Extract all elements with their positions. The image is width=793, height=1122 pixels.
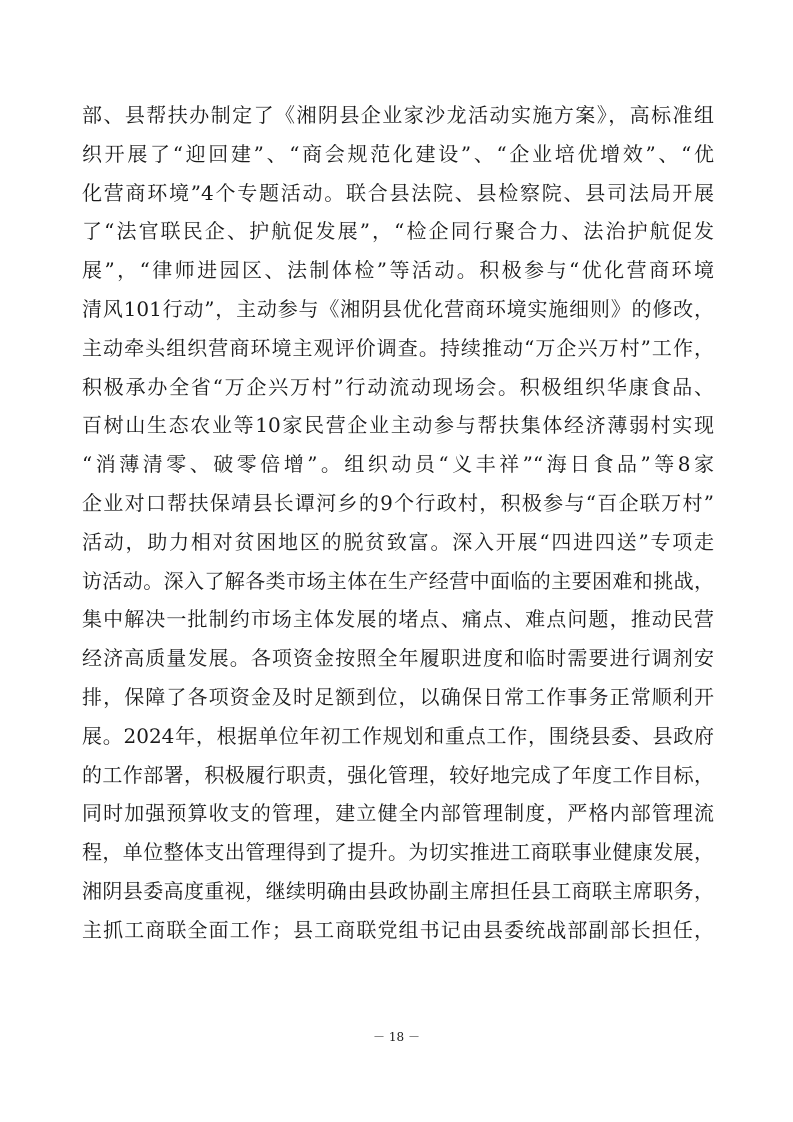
body-paragraph [82, 96, 714, 950]
page-number: － 18 － [373, 1030, 420, 1044]
text-line: 的工作部署，积极履行职责，强化管理，较好地完成了年度工作目标， [82, 762, 714, 787]
text-line: 企业对口帮扶保靖县长谭河乡的9个行政村，积极参与“百企联万村” [82, 490, 714, 515]
text-line: 主抓工商联全面工作；县工商联党组书记由县委统战部副部长担任， [82, 917, 714, 942]
text-line: 主动牵头组织营商环境主观评价调查。持续推动“万企兴万村”工作， [82, 335, 714, 360]
text-line: 湘阴县委高度重视，继续明确由县政协副主席担任县工商联主席职务， [82, 878, 714, 903]
text-line: “消薄清零、破零倍增”。组织动员“义丰祥”“海日食品”等8家 [82, 452, 714, 477]
text-line: 展”，“律师进园区、法制体检”等活动。积极参与“优化营商环境 [82, 258, 714, 283]
text-line: 活动，助力相对贫困地区的脱贫致富。深入开展“四进四送”专项走 [82, 529, 714, 554]
text-line: 积极承办全省“万企兴万村”行动流动现场会。积极组织华康食品、 [82, 374, 714, 399]
text-line: 排，保障了各项资金及时足额到位，以确保日常工作事务正常顺利开 [82, 684, 714, 709]
text-line: 同时加强预算收支的管理，建立健全内部管理制度，严格内部管理流 [82, 801, 714, 826]
text-line: 部、县帮扶办制定了《湘阴县企业家沙龙活动实施方案》，高标准组 [82, 103, 714, 127]
text-line: 百树山生态农业等10家民营企业主动参与帮扶集体经济薄弱村实现 [82, 413, 714, 438]
text-line: 展。2024年，根据单位年初工作规划和重点工作，围绕县委、县政府 [82, 723, 714, 748]
text-line: 程，单位整体支出管理得到了提升。为切实推进工商联事业健康发展， [82, 840, 714, 865]
text-line: 集中解决一批制约市场主体发展的堵点、痛点、难点问题，推动民营 [82, 607, 714, 632]
text-line: 了“法官联民企、护航促发展”，“检企同行聚合力、法治护航促发 [82, 219, 714, 244]
text-line: 化营商环境”4个专题活动。联合县法院、县检察院、县司法局开展 [82, 180, 714, 205]
text-line: 清风101行动”，主动参与《湘阴县优化营商环境实施细则》的修改， [82, 296, 714, 321]
text-line: 访活动。深入了解各类市场主体在生产经营中面临的主要困难和挑战， [82, 568, 714, 593]
text-line: 经济高质量发展。各项资金按照全年履职进度和临时需要进行调剂安 [82, 646, 714, 671]
text-line: 织开展了“迎回建”、“商会规范化建设”、“企业培优增效”、“优 [82, 141, 714, 166]
